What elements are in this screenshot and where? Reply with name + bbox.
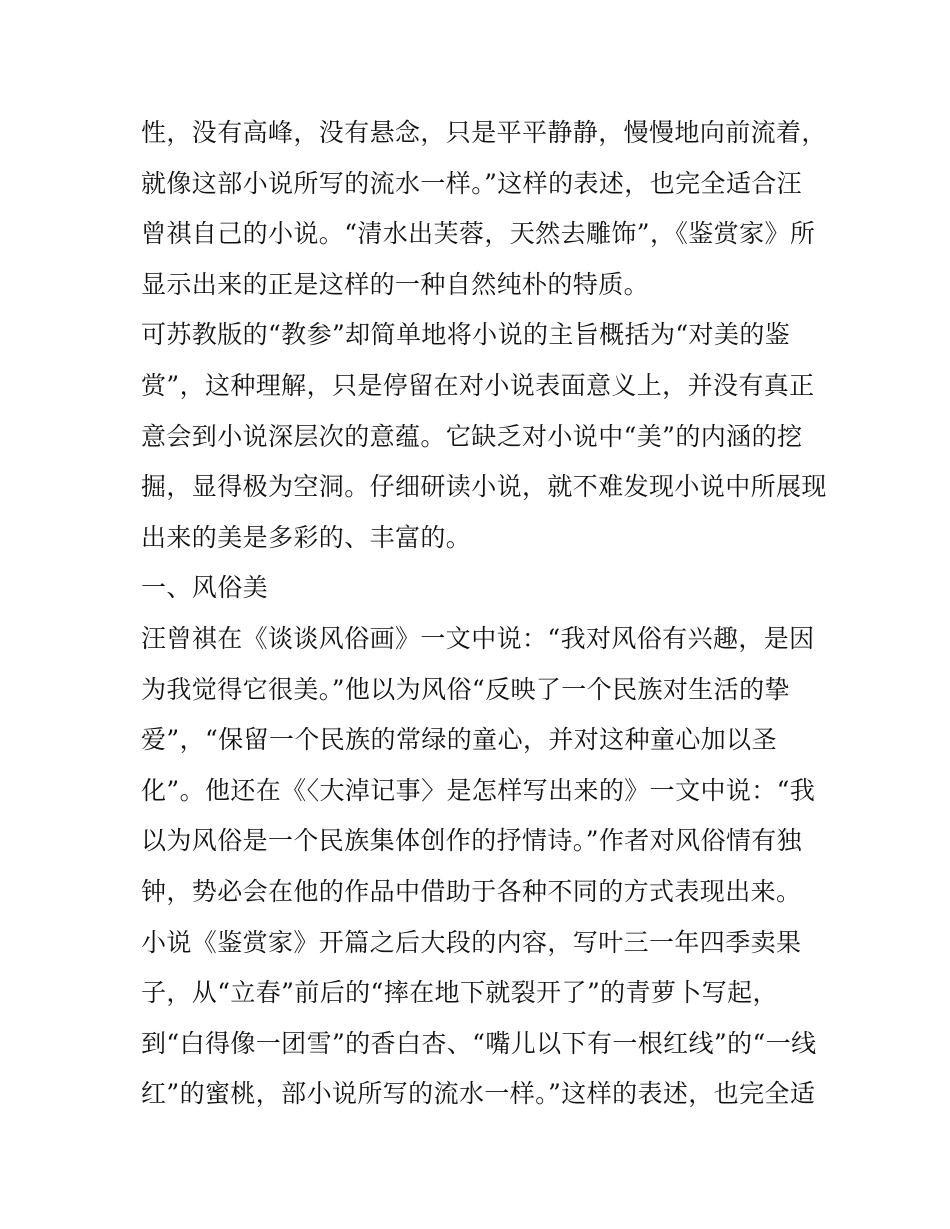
text-line: 意会到小说深层次的意蕴。它缺乏对小说中“美”的内涵的挖 xyxy=(141,421,803,451)
text-line: 可苏教版的“教参”却简单地将小说的主旨概括为“对美的鉴 xyxy=(141,320,791,350)
text-line: 为我觉得它很美。”他以为风俗“反映了一个民族对生活的挚 xyxy=(141,674,790,704)
text-line: 子，从“立春”前后的“摔在地下就裂开了”的青萝卜写起， xyxy=(141,978,778,1008)
body-text xyxy=(141,108,827,1120)
text-line: 赏”，这种理解，只是停留在对小说表面意义上，并没有真正 xyxy=(141,370,815,400)
text-line: 出来的美是多彩的、丰富的。 xyxy=(141,522,472,552)
text-line: 掘，显得极为空洞。仔细研读小说，就不难发现小说中所展现 xyxy=(141,472,827,502)
text-line: 汪曾祺在《谈谈风俗画》一文中说：“我对风俗有兴趣，是因 xyxy=(141,623,815,653)
text-line: 小说《鉴赏家》开篇之后大段的内容，写叶三一年四季卖果 xyxy=(141,927,802,957)
text-line: 以为风俗是一个民族集体创作的抒情诗。”作者对风俗情有独 xyxy=(141,826,803,856)
text-line: 到“白得像一团雪”的香白杏、“嘴儿以下有一根红线”的“一线 xyxy=(141,1028,817,1058)
text-line: 曾祺自己的小说。“清水出芙蓉，天然去雕饰”，《鉴赏家》所 xyxy=(141,219,816,249)
text-line: 性，没有高峰，没有悬念，只是平平静静，慢慢地向前流着， xyxy=(141,118,827,147)
text-line: 红”的蜜桃，部小说所写的流水一样。”这样的表述，也完全适 xyxy=(141,1079,816,1109)
text-line: 显示出来的正是这样的一种自然纯朴的特质。 xyxy=(141,269,650,299)
text-line: 就像这部小说所写的流水一样。”这样的表述，也完全适合汪 xyxy=(141,168,803,198)
text-line: 钟，势必会在他的作品中借助于各种不同的方式表现出来。 xyxy=(141,876,802,906)
text-line: 化”。他还在《〈大淖记事〉是怎样写出来的》一文中说：“我 xyxy=(141,775,816,805)
section-heading: 一、风俗美 xyxy=(141,573,269,603)
text-line: 爱”，“保留一个民族的常绿的童心，并对这种童心加以圣 xyxy=(141,725,777,755)
